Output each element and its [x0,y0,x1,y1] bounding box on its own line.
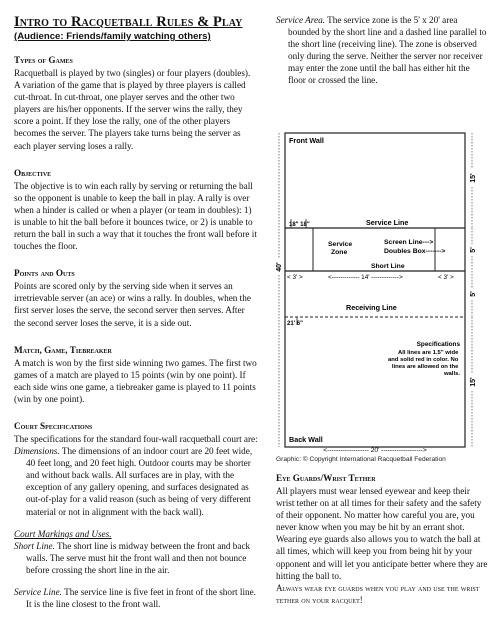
page-title: Intro to Racquetball Rules & Play [14,14,243,30]
objective-text: The objective is to win each rally by serving or returning the ball so the opponent is unable to keep the ball in play. A rally is over when a hinder is called or when a player (or team in doubles): 1) is unable to hit the ball before it bounces twice, or 2) is unable to return the ball in such a way that it touches the front wall before it touches the floor. [14,180,257,252]
dim-21-label: 21' 6" [287,321,303,327]
eye-heading: Eye Guards/Wrist Tether [276,473,376,483]
dim-15-top: 15' [470,173,477,183]
court-outline [285,133,465,447]
eye-caps: Always wear eye guards when you play and use the wrist tether on your racquet! [276,582,480,605]
service-line-paragraph [14,586,258,610]
dim-40: 40' [276,262,283,272]
service-line-label: Service Line [366,218,409,227]
dim-15-bottom: 15' [470,377,477,387]
dim-14: <------------- 14' -------------> [328,274,403,281]
dimensions-paragraph [14,445,258,518]
eye-text: All players must wear lensed eyewear and keep their wrist tether on at all times for their safety and the safety of their opponent. No matter how careful you are, you never know when you may be hit by an errant shot. Wearing eye guards also allows you to watch the ball at all times, which will keep you from being hit by your opponent and will let you anticipate better where they are hitting the ball to. [276,486,488,581]
specs-text: All lines are 1.5" wide and solid red in color. No lines are allowed on the walls. [387,350,460,377]
dim-5-a: 5' [470,247,477,253]
dim-20: <------------------- 20' -------------------> [323,447,427,452]
match-heading: Match, Game, Tiebreaker [14,344,112,355]
dimensions-label: Dimensions. [14,446,60,457]
specs-title: Specifications [416,341,460,348]
court-intro: The specifications for the standard four-wall racquetball court are: [14,433,258,444]
right-column-top [276,14,488,87]
match-text: A match is won by the first side winning two games. The first two games of a match are played to 15 points (win by one point). If each side wins one game, a tiebreaker game is played to 11 points (win by one point). [14,357,257,404]
court-diagram [276,127,488,452]
screen-line-label: Screen Line---> [384,239,434,246]
types-heading: Types of Games [14,55,73,65]
back-wall-label: Back Wall [289,435,323,444]
points-heading: Points and Outs [14,268,75,279]
doubles-box-label: Doubles Box-------> [384,248,446,255]
audience-note: (Audience: Friends/family watching others) [14,31,211,42]
points-text: Points are scored only by the serving side when it serves an irretrievable server (an ace) or wins a rally. In doubles, when the first server loses the serve, the second server then serves. After the second server loses the serve, it is a side out. [14,281,251,328]
dimensions-text: The dimensions of an indoor court are 20 feet wide, 40 feet long, and 20 feet high. Outdoor courts may be shorter and without back walls. All surfaces are in play, with the exception of any gallery opening, and surfaces designated as out-of-play for a valid reason (such as being of very different material or not in alignment with the back wall). [26,446,253,517]
dim-3-right: < 3' > [438,274,454,281]
receiving-line-label: Receiving Line [346,303,397,312]
eye-guards-section [276,473,488,606]
service-line-text: The service line is five feet in front of the short line. It is the line closest to the front wall. [26,587,256,610]
service-line-label: Service Line. [14,587,62,597]
dim-3-left: < 3' > [287,274,303,281]
court-heading: Court Specifications [14,420,93,431]
short-line-label: Short Line. [14,540,55,551]
dim-5-b: 5' [470,291,477,297]
short-line-text: The short line is midway between the front and back walls. The serve must hit the front wall and then not bounce before crossing the short line in the air. [26,540,251,575]
markings-heading: Court Markings and Uses. [14,528,112,539]
left-column [14,0,258,610]
objective-heading: Objective [14,167,52,178]
dim-18-label: 18" 18" [289,222,310,228]
service-area-text: The service zone is the 5' x 20' area bounded by the short line and a dashed line parallel to the short line (receiving line). The zone is observed only during the serve. Neither the server nor receiver may enter the zone until the ball has either hit the floor or crossed the line. [288,15,487,86]
types-text: Racquetball is played by two (singles) or four players (doubles). A variation of the game that is played by three players is called cut-throat. In cut-throat, one player serves and the other two players are his/her opponents. If the server wins the rally, they score a point. If they lose the rally, one of the other players becomes the server. The players take turns being the server as each player serving loses a rally. [14,68,251,151]
diagram-caption: Graphic: © Copyright International Racquetball Federation [276,456,446,463]
front-wall-label: Front Wall [289,136,324,145]
short-line-paragraph [14,540,258,576]
service-area-label: Service Area. [276,15,325,25]
service-zone-label: Service Zone [328,241,353,256]
service-area-paragraph [276,14,488,87]
short-line-label: Short Line [371,263,405,270]
